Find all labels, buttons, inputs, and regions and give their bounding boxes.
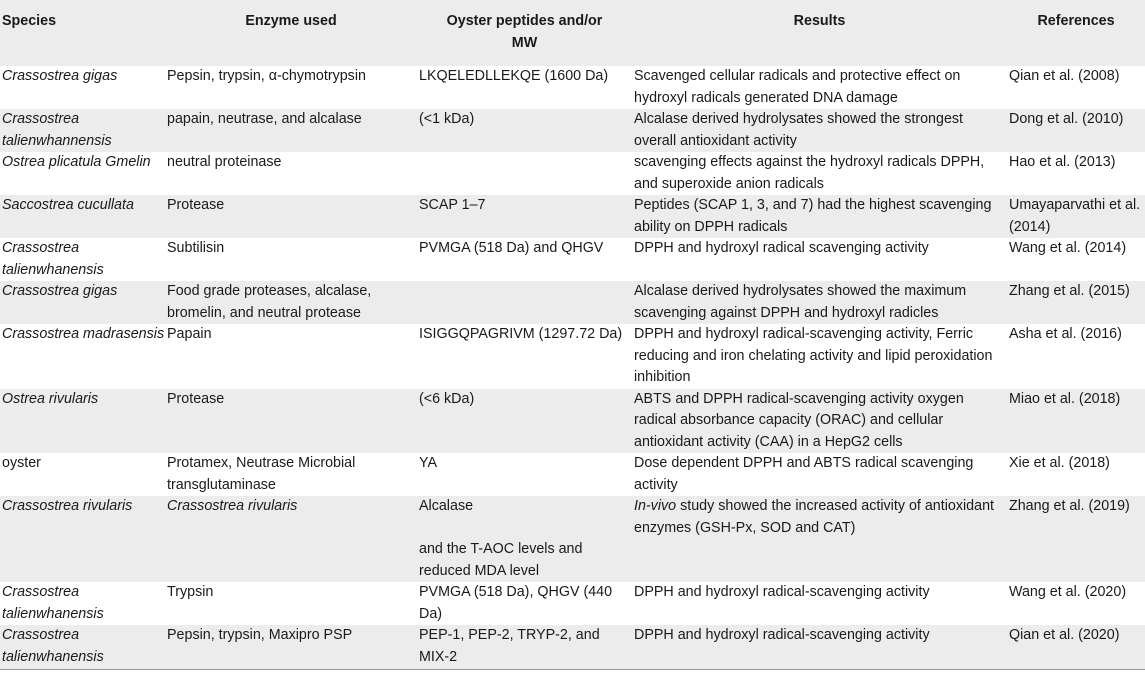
- enzyme-cell: Trypsin: [167, 584, 214, 600]
- header-references: References: [1037, 13, 1115, 29]
- table-row: [0, 281, 1145, 324]
- species-cell: Crassostrea talienwhanensis: [2, 584, 104, 622]
- enzyme-cell: Pepsin, trypsin, Maxipro PSP: [165, 625, 417, 669]
- species-cell: Ostrea rivularis: [2, 390, 99, 407]
- results-cell: Alcalase derived hydrolysates showed the maximum scavenging against DPPH and hydroxyl radicles: [634, 283, 967, 321]
- reference-cell: Wang et al. (2020): [1009, 584, 1127, 600]
- continuation-cell: and the T-AOC levels and reduced MDA level: [419, 541, 583, 579]
- results-cell: DPPH and hydroxyl radical-scavenging activity, Ferric reducing and iron chelating activity and lipid peroxidation inhibition: [634, 326, 993, 385]
- results-cell: Alcalase derived hydrolysates showed the strongest overall antioxidant activity: [634, 111, 964, 149]
- peptides-cell: LKQELEDLLEKQE (1600 Da): [419, 68, 609, 84]
- table-row: [0, 496, 1145, 539]
- peptides-cell: PEP-1, PEP-2, TRYP-2, and MIX-2: [417, 625, 632, 669]
- reference-cell: Zhang et al. (2019): [1009, 498, 1130, 514]
- enzyme-cell: Protease: [167, 197, 225, 213]
- header-peptides: Oyster peptides and/or MW: [446, 13, 603, 51]
- species-cell: Crassostrea rivularis: [2, 498, 133, 514]
- reference-cell: Qian et al. (2008): [1009, 68, 1120, 84]
- peptides-cell: [417, 152, 632, 195]
- header-enzyme: Enzyme used: [245, 13, 337, 29]
- peptides-cell: PVMGA (518 Da) and QHGV: [419, 240, 604, 256]
- peptides-cell: SCAP 1–7: [419, 197, 486, 213]
- peptides-cell: (<1 kDa): [419, 111, 475, 127]
- results-cell: Scavenged cellular radicals and protective effect on hydroxyl radicals generated DNA damage: [634, 68, 961, 106]
- enzyme-cell: Subtilisin: [167, 240, 225, 256]
- reference-cell: Miao et al. (2018): [1009, 390, 1121, 407]
- enzyme-cell: papain, neutrase, and alcalase: [167, 111, 362, 127]
- table-row: [0, 389, 1145, 454]
- results-cell: DPPH and hydroxyl radical-scavenging activity: [634, 584, 930, 600]
- peptides-cell: ISIGGQPAGRIVM (1297.72 Da): [419, 326, 623, 342]
- enzyme-cell: Protamex, Neutrase Microbial transglutaminase: [167, 455, 356, 493]
- species-cell: Crassostrea talienwhannensis: [2, 111, 112, 149]
- table-row: [0, 324, 1145, 389]
- reference-cell: Umayaparvathi et al. (2014): [1009, 197, 1141, 235]
- table-row: [0, 238, 1145, 281]
- enzyme-cell: neutral proteinase: [167, 154, 282, 170]
- results-text: study showed the increased activity of antioxidant enzymes (GSH-Px, SOD and CAT): [634, 498, 994, 536]
- species-cell: Crassostrea gigas: [2, 68, 118, 84]
- peptides-cell: Alcalase: [419, 498, 474, 514]
- species-cell: Crassostrea madrasensis: [2, 326, 165, 342]
- peptides-cell: PVMGA (518 Da), QHGV (440 Da): [419, 584, 613, 622]
- results-cell: DPPH and hydroxyl radical-scavenging activity: [632, 625, 1007, 669]
- results-cell: [632, 496, 1007, 539]
- reference-cell: Asha et al. (2016): [1009, 326, 1122, 342]
- results-italic-prefix: In-vivo: [634, 498, 677, 514]
- table-row: [0, 152, 1145, 195]
- species-cell: Crassostrea talienwhanensis: [0, 625, 165, 669]
- table-row: [0, 453, 1145, 496]
- results-cell: scavenging effects against the hydroxyl radicals DPPH, and superoxide anion radicals: [634, 154, 985, 192]
- table-row: [0, 625, 1145, 669]
- results-cell: ABTS and DPPH radical-scavenging activity oxygen radical absorbance capacity (ORAC) and cellular antioxidant activity (CAA) in a HepG2 cells: [634, 390, 964, 450]
- enzyme-cell: Protease: [167, 390, 225, 407]
- reference-cell: Hao et al. (2013): [1009, 154, 1116, 170]
- reference-cell: Qian et al. (2020): [1007, 625, 1145, 669]
- table-row: [0, 109, 1145, 152]
- results-cell: Dose dependent DPPH and ABTS radical scavenging activity: [634, 455, 974, 493]
- table-row: [0, 195, 1145, 238]
- reference-cell: Wang et al. (2014): [1009, 240, 1127, 256]
- table-row: [0, 582, 1145, 625]
- enzyme-cell: Papain: [167, 326, 212, 342]
- enzyme-cell: Food grade proteases, alcalase, bromelin, and neutral protease: [167, 283, 372, 321]
- peptides-cell: [417, 281, 632, 324]
- results-cell: DPPH and hydroxyl radical scavenging activity: [634, 240, 929, 256]
- species-cell: Ostrea plicatula Gmelin: [2, 154, 151, 170]
- species-cell: oyster: [2, 455, 41, 471]
- enzyme-cell: Crassostrea rivularis: [167, 498, 298, 514]
- species-cell: Crassostrea talienwhanensis: [2, 240, 104, 278]
- species-cell: Saccostrea cucullata: [2, 197, 134, 213]
- peptides-cell: YA: [419, 455, 438, 471]
- table-row-continuation: [0, 539, 1145, 582]
- table-row: [0, 66, 1145, 109]
- header-species: Species: [2, 13, 57, 29]
- header-results: Results: [793, 13, 846, 29]
- species-cell: Crassostrea gigas: [2, 283, 118, 299]
- enzyme-cell: Pepsin, trypsin, α-chymotrypsin: [167, 68, 366, 84]
- peptides-cell: (<6 kDa): [419, 390, 475, 407]
- results-cell: Peptides (SCAP 1, 3, and 7) had the highest scavenging ability on DPPH radicals: [634, 197, 992, 235]
- header-row: [0, 0, 1145, 66]
- reference-cell: Xie et al. (2018): [1009, 455, 1110, 471]
- reference-cell: Dong et al. (2010): [1009, 111, 1124, 127]
- reference-cell: Zhang et al. (2015): [1009, 283, 1130, 299]
